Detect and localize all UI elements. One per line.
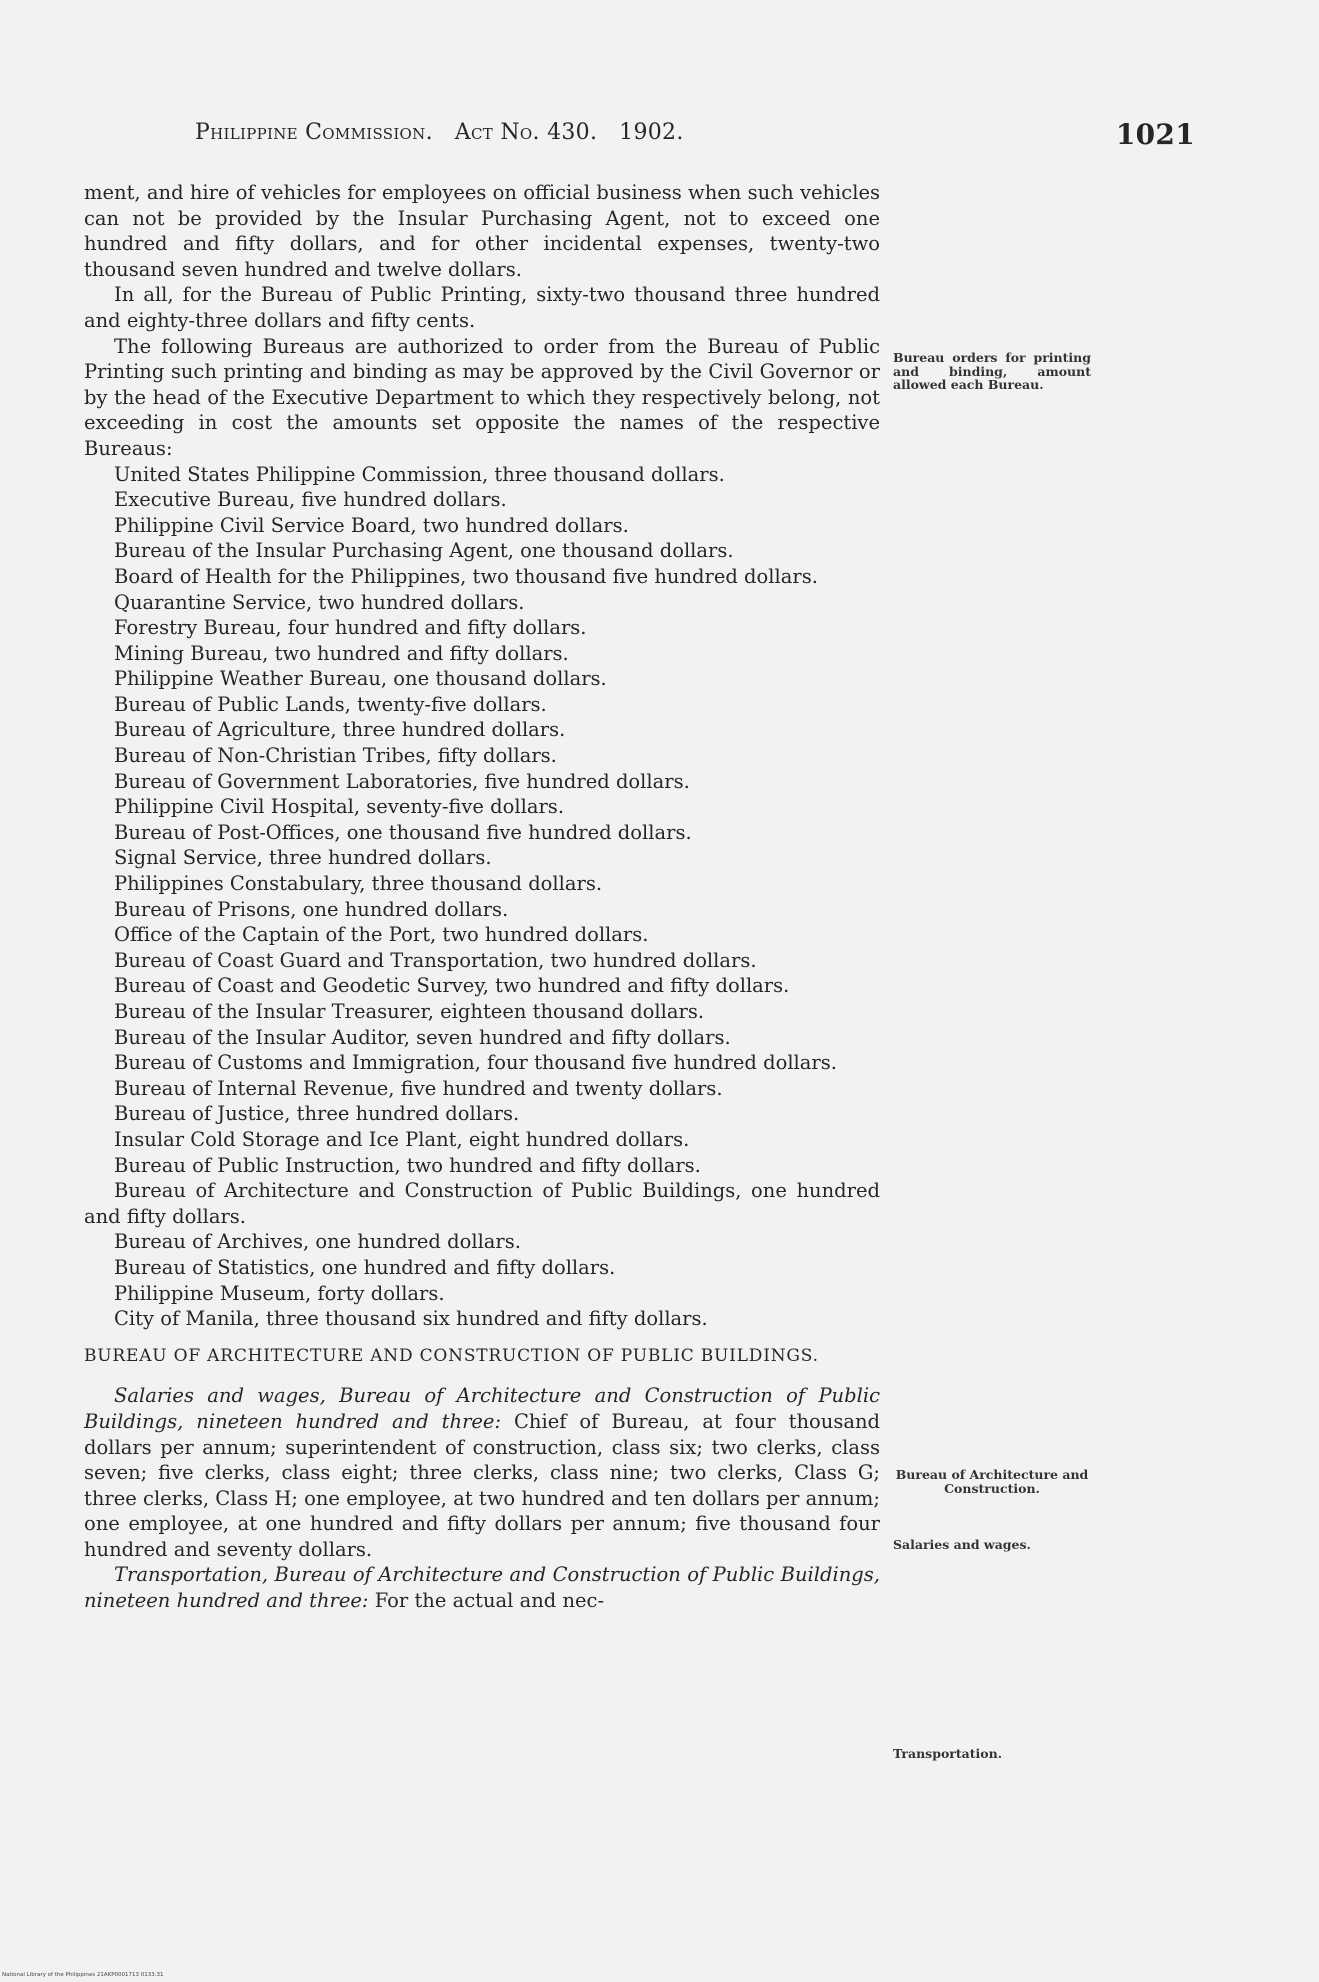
list-item: City of Manila, three thousand six hundred and fifty dollars. [114, 1307, 708, 1331]
list-item: Bureau of Customs and Immigration, four thousand five hundred dollars. [114, 1051, 837, 1075]
margin-note-architecture: Bureau of Architecture and Construction. [895, 1467, 1089, 1496]
transportation-lead: Transportation, Bureau of Architecture and Construction of Public Buildings, nineteen hundred and three: [84, 1563, 880, 1613]
section-title: BUREAU OF ARCHITECTURE AND CONSTRUCTION OF PUBLIC BUILDINGS. [84, 1345, 819, 1366]
list-item: Bureau of Coast and Geodetic Survey, two hundred and fifty dollars. [114, 974, 790, 998]
list-item: Bureau of Agriculture, three hundred dollars. [114, 718, 566, 742]
list-item: Philippines Constabulary, three thousand dollars. [114, 872, 603, 896]
paragraph-bureaus-authorized: The following Bureaus are authorized to order from the Bureau of Public Printing such printing and binding as may be approved by the Civil Governor or by the head of the Executive Department to which they respectively belong, not exceeding in cost the amounts set opposite the names of the respective Bureaus: [84, 334, 880, 460]
list-item: Bureau of Statistics, one hundred and fifty dollars. [114, 1255, 616, 1279]
list-item: Mining Bureau, two hundred and fifty dollars. [114, 641, 569, 665]
list-item: Bureau of Archives, one hundred dollars. [114, 1230, 521, 1254]
list-item: Philippine Museum, forty dollars. [114, 1281, 445, 1305]
list-item: Bureau of Public Lands, twenty-five dollars. [114, 692, 547, 716]
scan-footer: National Library of the Philippines 21AKP0001713 0133.31 [2, 1972, 164, 1978]
list-item: Executive Bureau, five hundred dollars. [114, 488, 507, 512]
paragraph-transportation [84, 1562, 880, 1613]
list-item: Signal Service, three hundred dollars. [114, 846, 492, 870]
paragraph-total-printing: In all, for the Bureau of Public Printing, sixty-two thousand three hundred and eighty-three dollars and fifty cents. [84, 283, 880, 332]
list-item: Board of Health for the Philippines, two thousand five hundred dollars. [114, 564, 818, 588]
list-item: Bureau of Architecture and Construction of Public Buildings, one hundred and fifty dollars. [84, 1179, 880, 1228]
list-item: Office of the Captain of the Port, two hundred dollars. [114, 923, 649, 947]
list-item: Quarantine Service, two hundred dollars. [114, 590, 525, 614]
list-item: Philippine Civil Service Board, two hundred dollars. [114, 513, 629, 537]
paragraph-salaries [84, 1383, 880, 1562]
list-item: Bureau of Coast Guard and Transportation, two hundred dollars. [114, 948, 757, 972]
list-item: Bureau of Post-Offices, one thousand five hundred dollars. [114, 820, 692, 844]
list-item: Bureau of the Insular Purchasing Agent, one thousand dollars. [114, 539, 734, 563]
bureau-list [84, 462, 880, 1332]
margin-note-transportation: Transportation. [893, 1746, 1003, 1761]
list-item: Bureau of the Insular Auditor, seven hundred and fifty dollars. [114, 1025, 731, 1049]
paragraph-continuation: ment, and hire of vehicles for employees on official business when such vehicles can not be provided by the Insular Purchasing Agent, not to exceed one hundred and fifty dollars, and for other incidental expenses, twenty-two thousand seven hundred and twelve dollars. [84, 181, 880, 281]
running-header [195, 120, 1195, 160]
margin-note-salaries: Salaries and wages. [893, 1537, 1031, 1552]
list-item: Philippine Civil Hospital, seventy-five dollars. [114, 795, 565, 819]
list-item: Bureau of Public Instruction, two hundred and fifty dollars. [114, 1153, 701, 1177]
list-item: Bureau of Non-Christian Tribes, fifty dollars. [114, 744, 557, 768]
list-item: Bureau of Justice, three hundred dollars. [114, 1102, 520, 1126]
list-item: Philippine Weather Bureau, one thousand dollars. [114, 667, 607, 691]
header-act: Act No. 430. [454, 120, 598, 145]
page-number: 1021 [1115, 118, 1195, 151]
margin-note-bureau-orders: Bureau orders for printing and binding, amount allowed each Bureau. [893, 350, 1091, 392]
list-item: Bureau of Internal Revenue, five hundred and twenty dollars. [114, 1076, 723, 1100]
transportation-text: For the actual and nec- [368, 1589, 605, 1613]
list-item: Forestry Bureau, four hundred and fifty dollars. [114, 616, 587, 640]
list-item: United States Philippine Commission, three thousand dollars. [114, 462, 725, 486]
header-commission: Philippine Commission. [195, 120, 433, 145]
list-item: Bureau of the Insular Treasurer, eighteen thousand dollars. [114, 1000, 705, 1023]
salaries-lead: Salaries and wages, Bureau of Architecture and Construction of Public Buildings, nineteen hundred and three: [84, 1384, 880, 1433]
salaries-text: Chief of Bureau, at four thousand dollars per annum; superintendent of construction, class six; two clerks, class seven; five clerks, class eight; three clerks, class nine; two clerks, Class G; three clerks, Class H; one employee, at two hundred and ten dollars per annum; one employee, at one hundred and fifty dollars per annum; five thousand four hundred and seventy dollars. [84, 1409, 880, 1561]
main-text [84, 180, 880, 1614]
list-item: Insular Cold Storage and Ice Plant, eight hundred dollars. [114, 1127, 690, 1151]
running-title [195, 120, 684, 145]
header-year: 1902. [619, 120, 684, 145]
list-item: Bureau of Prisons, one hundred dollars. [114, 897, 509, 921]
list-item: Bureau of Government Laboratories, five hundred dollars. [114, 769, 690, 793]
